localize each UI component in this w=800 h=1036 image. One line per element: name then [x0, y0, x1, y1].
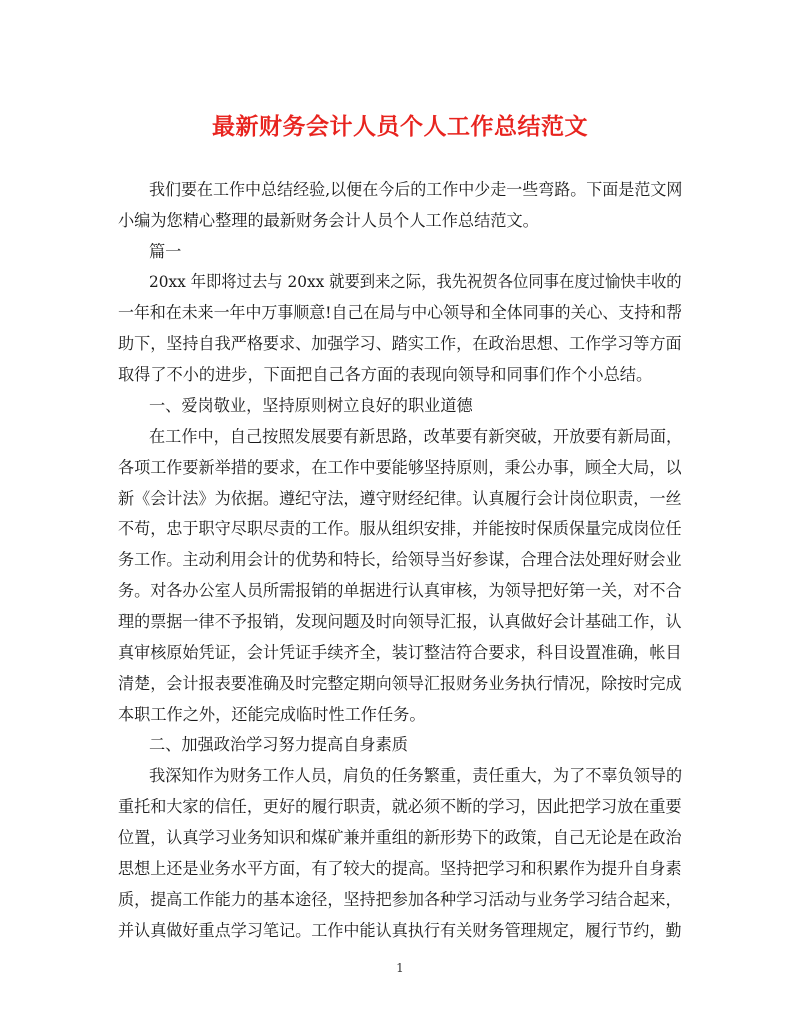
paragraph-line: 位置，认真学习业务知识和煤矿兼并重组的新形势下的政策，自己无论是在政治 [118, 828, 682, 847]
section-label: 篇一 [149, 242, 182, 261]
paragraph-line: 助下，坚持自我严格要求、加强学习、踏实工作，在政治思想、工作学习等方面 [118, 334, 682, 353]
paragraph-line: 质，提高工作能力的基本途径，坚持把参加各种学习活动与业务学习结合起来， [118, 890, 682, 909]
paragraph-line: 我深知作为财务工作人员，肩负的任务繁重，责任重大，为了不辜负领导的 [149, 766, 683, 785]
paragraph-line: 新《会计法》为依据。遵纪守法，遵守财经纪律。认真履行会计岗位职责，一丝 [118, 489, 682, 508]
paragraph-line: 务。对各办公室人员所需报销的单据进行认真审核，为领导把好第一关，对不合 [118, 581, 682, 600]
paragraph-line: 各项工作要新举措的要求，在工作中要能够坚持原则，秉公办事，顾全大局，以 [118, 458, 682, 477]
paragraph-line: 并认真做好重点学习笔记。工作中能认真执行有关财务管理规定，履行节约，勤 [118, 921, 682, 940]
paragraph-line: 务工作。主动利用会计的优势和特长，给领导当好参谋，合理合法处理好财会业 [118, 550, 682, 569]
paragraph-line: 取得了不小的进步，下面把自己各方面的表现向领导和同事们作个小总结。 [118, 365, 653, 384]
paragraph-line: 本职工作之外，还能完成临时性工作任务。 [118, 705, 426, 724]
document-title: 最新财务会计人员个人工作总结范文 [212, 114, 588, 140]
paragraph-line: 清楚，会计报表要准确及时完整定期向领导汇报财务业务执行情况，除按时完成 [118, 674, 682, 693]
section-heading: 一、爱岗敬业，坚持原则树立良好的职业道德 [149, 396, 473, 415]
paragraph-line: 20xx 年即将过去与 20xx 就要到来之际，我先祝贺各位同事在度过愉快丰收的 [149, 272, 682, 291]
paragraph-line: 一年和在未来一年中万事顺意!自己在局与中心领导和全体同事的关心、支持和帮 [118, 303, 683, 322]
paragraph-line: 不苟，忠于职守尽职尽责的工作。服从组织安排，并能按时保质保量完成岗位任 [118, 519, 682, 538]
page-number: 1 [396, 961, 404, 975]
paragraph-line: 在工作中，自己按照发展要有新思路，改革要有新突破，开放要有新局面， [149, 427, 683, 446]
section-heading: 二、加强政治学习努力提高自身素质 [149, 735, 408, 754]
paragraph-line: 真审核原始凭证，会计凭证手续齐全，装订整洁符合要求，科目设置准确，帐目 [118, 643, 682, 662]
paragraph-line: 思想上还是业务水平方面，有了较大的提高。坚持把学习和积累作为提升自身素 [118, 859, 682, 878]
paragraph-line: 小编为您精心整理的最新财务会计人员个人工作总结范文。 [118, 211, 539, 230]
paragraph-line: 理的票据一律不予报销，发现问题及时向领导汇报，认真做好会计基础工作，认 [118, 612, 682, 631]
paragraph-line: 我们要在工作中总结经验,以便在今后的工作中少走一些弯路。下面是范文网 [149, 180, 683, 199]
paragraph-line: 重托和大家的信任，更好的履行职责，就必须不断的学习，因此把学习放在重要 [118, 797, 682, 816]
